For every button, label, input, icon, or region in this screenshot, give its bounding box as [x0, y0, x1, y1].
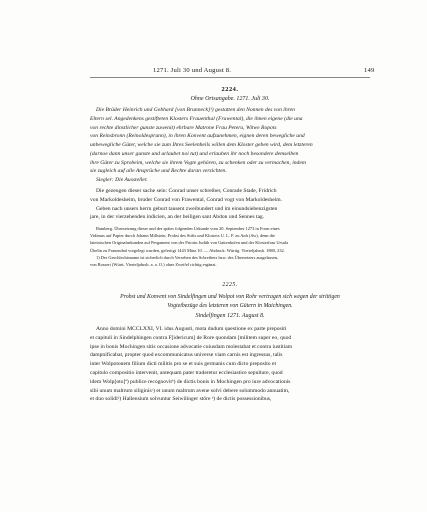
page-number: 149	[364, 67, 375, 74]
note-line: Vidimus auf Papier durch Johann Millstein, Probst des Stifts und Klosters U. L. F. zu Anh (Aw), denn die	[90, 233, 275, 239]
footnote-line: 1) Der Geschlechtsname ist sicherlich durch Versehen des Schreibers bzw. des Übersetzers ausgelassen,	[96, 254, 279, 260]
charter-line: sibi unum maltrum siliginisᶜ) et unum maltrum avene solvi debere solummodo annuatim,	[90, 387, 290, 394]
charter-line: inter Wolpotonem filium dicti militis pro se et suis germanis cum dicto preposito et	[90, 361, 277, 368]
title-line: Probst und Konvent von Sindelfingen und Wolpot von Rohr vertragen sich wegen der strittigen	[120, 294, 340, 300]
sealer-line: Siegler: Die Aussteller.	[96, 177, 148, 183]
regest-line: Die Brüder Heinrich und Gebhard [von Brunneck]¹) gestatten den Nonnen des von ihren	[96, 107, 295, 113]
footnote-line: von Bossert (Württ. Vierteljahrsh. a. a. O.) ohne Zweifel richtig ergänzt.	[90, 262, 217, 268]
document-number-2225: 2225.	[222, 282, 238, 288]
regest-line: unbewegliche Güter, welche sie zum Ihres Seelenheils willen dem Kloster geben wird, dem letzteren	[90, 142, 313, 148]
regest-line: Eltern sel. Angedenkens gestifteten Klosters Frauenthal (Frawental), die ihnen eigene (die una	[90, 115, 303, 122]
charter-line: dampnificabat, propter quod excommunicatus universe viam carnis est ingressus, talis	[90, 352, 283, 359]
header-rule	[90, 77, 370, 78]
witness-line: Geben nach unsers herrn geburt tausent zweibundert und im einundsiebenzigsten	[96, 205, 278, 212]
running-head: 1271. Juli 30 und August 8.	[153, 67, 232, 74]
title-line: Vogteibezüge des letzteren von Gütern in Maichingen.	[167, 302, 293, 309]
note-line: Übelin zu Frauenthal vorgelegt wurden, gefertigt 1443 März 10. — Abdruck: Württg. Vierteljahrsh. 1880, 232.	[90, 247, 285, 253]
witness-line: jare, in der vierzehenden indicien, an der heiligen sant Abdon und Sennes tag.	[90, 214, 265, 221]
charter-text-2225	[90, 325, 370, 404]
regest-line: von Reinsbronn (Reinoldesprunn), in ihren Konvent aufzunehmen, eignen deren bewegliche und	[90, 133, 305, 140]
charter-line: ipse in bonis Mochingen sitis occasione advocatie cuiusdam molestabat et contra iustitiam	[90, 343, 293, 350]
regest-line: (darnoe dann unser gunste und urlaubet noi tut) und erlauben ihr noch besondere demselben	[90, 150, 299, 157]
witness-text-2224	[90, 187, 370, 222]
regest-line: von rechte dinstlicher gunste zuwenit) ehrbare Matrone Frau Petera, Witwe Ropots	[90, 124, 277, 131]
witness-line: von Markoldesheim, bruder Conrad von Frawental, Conrad vogt von Markoldesheim.	[90, 196, 283, 203]
regest-line: ihre Güter zu Sprobeim, welche sie ihrem Vogte gehören, zu schenken oder zu vermachen, indem	[90, 159, 306, 166]
witness-line: Die gezeugen dieser sache sein: Conrad unser schreiber, Conrade Stade, Fridrich	[96, 188, 277, 194]
source-notes-2224	[90, 225, 370, 268]
charter-line: capitulo compositio intervenit, antequam pater traderetur ecclesiastice sepulture, quod	[90, 369, 283, 376]
charter-line: et duo solidiᵈ) Hallensium solvuntur Seiwilinger störe ᵉ) de dictis possessionibus,	[90, 396, 272, 403]
document-dateline-2224: Ohne Ortsangabe. 1271. Juli 30.	[190, 96, 270, 102]
document-number-2224: 2224.	[221, 86, 239, 93]
charter-line: Anno domini MCCLXXI, VI. idus Augusti, mota dudum questione ex parte prepositi	[96, 326, 287, 332]
note-line: Bamberg. Übersetzung dieser und der später folgenden Urkunde vom 20. September 1273 in Form eines	[96, 226, 280, 231]
regest-line: sie zugleich auf alle Ansprüche und Rechte daran verzichten.	[90, 168, 227, 175]
regest-title-2225	[92, 293, 368, 310]
document-dateline-2225: Sindelfingen 1271. August 8.	[195, 313, 265, 319]
charter-line: idem Wolp[oto]ª) publice recognovitᵇ) de dictis bonis in Mochingen pro iure advocationis	[90, 378, 291, 385]
note-line: lateinischen Originalurkunden auf Pergament von der Priorin Judith von Gattenhofen und der Klosterfrau Ursula	[90, 240, 289, 246]
charter-line: et capituli in Sindelphingen contra F[idericum] de Rore quondam [militem super eo, quod	[90, 334, 292, 341]
regest-2224	[90, 106, 370, 185]
